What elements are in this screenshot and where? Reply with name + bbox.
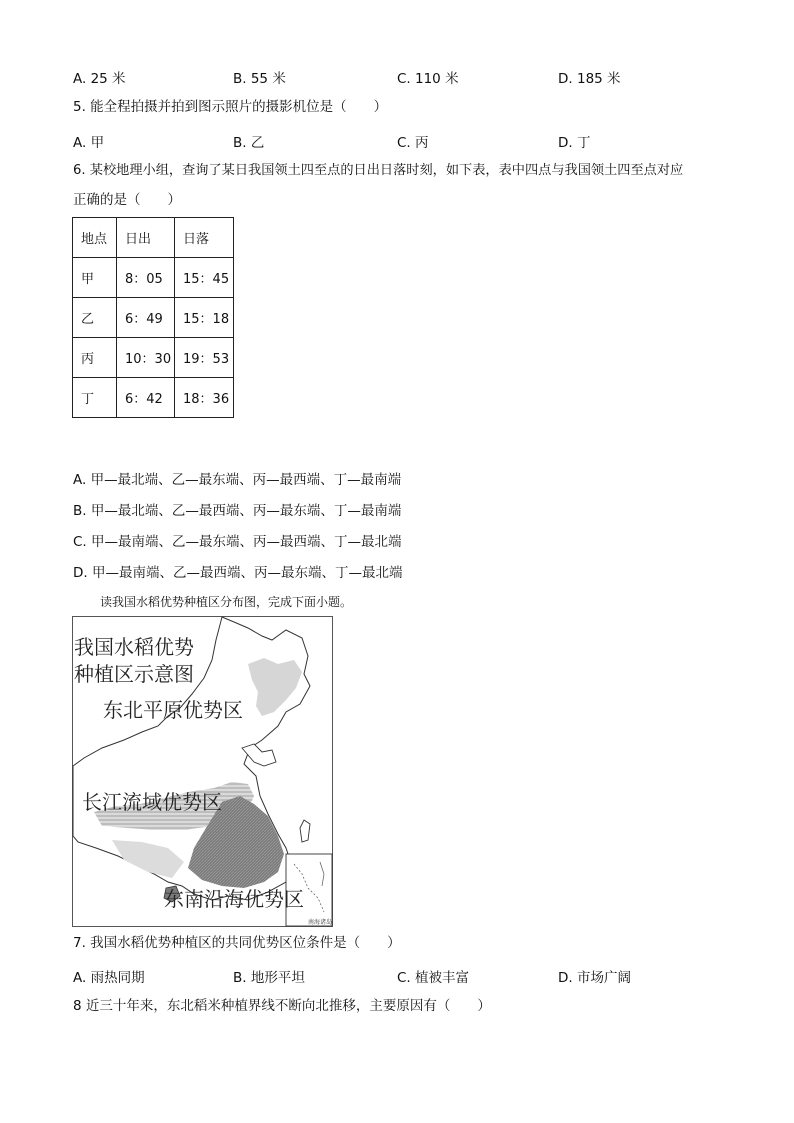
q6-option-b: B. 甲—最北端、乙—最西端、丙—最东端、丁—最南端	[73, 503, 402, 519]
table-cell: 6：42	[117, 378, 175, 418]
q8-stem: 8 近三十年来，东北稻米种植界线不断向北推移，主要原因有（ ）	[73, 998, 491, 1014]
table-header-row	[73, 218, 234, 258]
q6-option-c: C. 甲—最南端、乙—最东端、丙—最西端、丁—最北端	[73, 534, 402, 550]
inset-label-south-china-sea: 南海诸岛	[308, 919, 333, 926]
q7-option-a: A. 雨热同期	[73, 970, 145, 986]
table-cell: 10：30	[117, 338, 175, 378]
map-intro-text: 读我国水稻优势种植区分布图，完成下面小题。	[100, 595, 353, 609]
q7-option-c: C. 植被丰富	[397, 970, 470, 986]
q5-option-c: C. 丙	[397, 135, 429, 151]
q6-stem-line1: 6. 某校地理小组，查询了某日我国领土四至点的日出日落时刻，如下表，表中四点与我国领土四至点对应	[73, 163, 684, 178]
region-label-yangtze: 长江流域优势区	[82, 790, 222, 814]
map-title-line1: 我国水稻优势	[74, 635, 194, 659]
table-cell: 15：45	[175, 258, 234, 298]
table-row	[73, 298, 234, 338]
table-cell: 18：36	[175, 378, 234, 418]
table-cell: 丁	[73, 378, 117, 418]
table-cell: 8：05	[117, 258, 175, 298]
q6-option-d: D. 甲—最南端、乙—最西端、丙—最东端、丁—最北端	[73, 565, 403, 581]
q4-option-d: D. 185 米	[558, 71, 621, 87]
q4-option-b: B. 55 米	[233, 71, 286, 87]
table-row	[73, 338, 234, 378]
map-title-line2: 种植区示意图	[74, 662, 194, 686]
q7-option-d: D. 市场广阔	[558, 970, 631, 986]
table-header-cell: 日落	[175, 218, 234, 258]
q5-option-b: B. 乙	[233, 135, 265, 151]
table-cell: 乙	[73, 298, 117, 338]
region-label-southeast: 东南沿海优势区	[164, 887, 304, 911]
q7-option-b: B. 地形平坦	[233, 970, 305, 986]
table-cell: 丙	[73, 338, 117, 378]
q6-stem-line2: 正确的是（ ）	[73, 192, 181, 208]
q7-stem: 7. 我国水稻优势种植区的共同优势区位条件是（ ）	[73, 935, 401, 951]
table-cell: 15：18	[175, 298, 234, 338]
sunrise-sunset-table	[72, 217, 234, 418]
q4-option-a: A. 25 米	[73, 71, 126, 87]
q4-option-c: C. 110 米	[397, 71, 459, 87]
q5-stem: 5. 能全程拍摄并拍到图示照片的摄影机位是（ ）	[73, 99, 388, 115]
table-row	[73, 258, 234, 298]
table-cell: 6：49	[117, 298, 175, 338]
q6-option-a: A. 甲—最北端、乙—最东端、丙—最西端、丁—最南端	[73, 472, 402, 488]
table-header-cell: 日出	[117, 218, 175, 258]
table-header-cell: 地点	[73, 218, 117, 258]
table-cell: 甲	[73, 258, 117, 298]
q5-option-a: A. 甲	[73, 135, 105, 151]
table-cell: 19：53	[175, 338, 234, 378]
table-row	[73, 378, 234, 418]
q5-option-d: D. 丁	[558, 135, 591, 151]
rice-region-map	[72, 616, 333, 927]
region-label-northeast: 东北平原优势区	[103, 698, 243, 722]
